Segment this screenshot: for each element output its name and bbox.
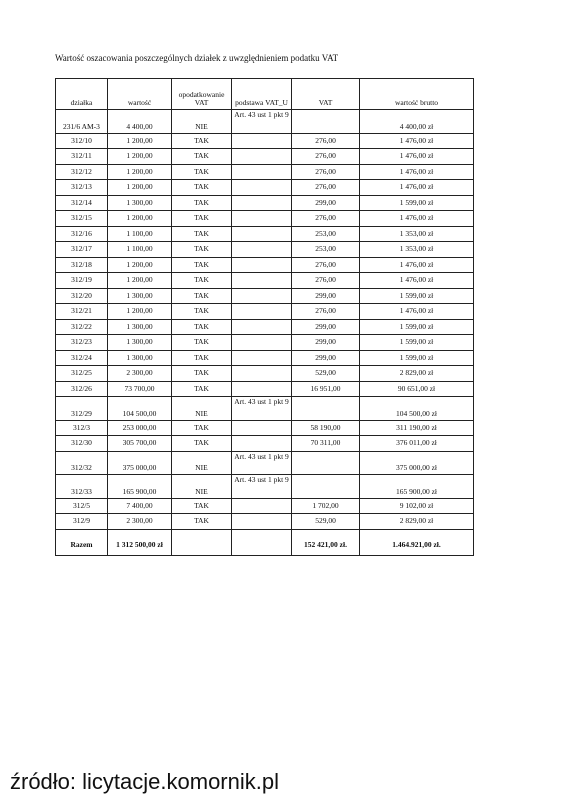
- table-row: [56, 257, 474, 273]
- cell-brutto: 165 900,00 zł: [360, 475, 474, 499]
- cell-podstawa: [232, 436, 292, 452]
- cell-opodatkowanie: TAK: [172, 257, 232, 273]
- cell-vat: 16 951,00: [292, 381, 360, 397]
- cell-wartosc: 1 300,00: [108, 288, 172, 304]
- table-row: [56, 397, 474, 421]
- cell-wartosc: 4 400,00: [108, 110, 172, 134]
- cell-opodatkowanie: TAK: [172, 226, 232, 242]
- cell-vat: 276,00: [292, 257, 360, 273]
- cell-brutto: 1 599,00 zł: [360, 288, 474, 304]
- cell-dzialka: 312/13: [56, 180, 108, 196]
- cell-dzialka: 312/21: [56, 304, 108, 320]
- cell-dzialka: 312/9: [56, 514, 108, 530]
- cell-dzialka: 312/32: [56, 451, 108, 475]
- cell-dzialka: 312/25: [56, 366, 108, 382]
- cell-brutto: 1 599,00 zł: [360, 319, 474, 335]
- cell-vat: 299,00: [292, 288, 360, 304]
- cell-podstawa: Art. 43 ust 1 pkt 9: [232, 475, 292, 499]
- total-label: Razem: [56, 529, 108, 555]
- cell-brutto: 104 500,00 zł: [360, 397, 474, 421]
- total-opodatkowanie: [172, 529, 232, 555]
- cell-wartosc: 1 200,00: [108, 304, 172, 320]
- cell-wartosc: 1 200,00: [108, 149, 172, 165]
- cell-podstawa: [232, 498, 292, 514]
- cell-wartosc: 7 400,00: [108, 498, 172, 514]
- cell-podstawa: [232, 288, 292, 304]
- cell-dzialka: 312/22: [56, 319, 108, 335]
- cell-brutto: 90 651,00 zł: [360, 381, 474, 397]
- cell-brutto: 1 476,00 zł: [360, 211, 474, 227]
- cell-brutto: 1 599,00 zł: [360, 195, 474, 211]
- cell-vat: 276,00: [292, 211, 360, 227]
- cell-podstawa: [232, 381, 292, 397]
- table-row: [56, 498, 474, 514]
- cell-brutto: 9 102,00 zł: [360, 498, 474, 514]
- cell-wartosc: 73 700,00: [108, 381, 172, 397]
- cell-wartosc: 1 300,00: [108, 195, 172, 211]
- cell-dzialka: 312/10: [56, 133, 108, 149]
- cell-dzialka: 231/6 AM-3: [56, 110, 108, 134]
- cell-opodatkowanie: TAK: [172, 164, 232, 180]
- cell-wartosc: 305 700,00: [108, 436, 172, 452]
- cell-opodatkowanie: TAK: [172, 180, 232, 196]
- table-row: [56, 110, 474, 134]
- cell-brutto: 1 599,00 zł: [360, 350, 474, 366]
- table-row: [56, 195, 474, 211]
- cell-opodatkowanie: TAK: [172, 335, 232, 351]
- cell-vat: 276,00: [292, 164, 360, 180]
- cell-podstawa: [232, 350, 292, 366]
- cell-wartosc: 104 500,00: [108, 397, 172, 421]
- cell-brutto: 375 000,00 zł: [360, 451, 474, 475]
- cell-opodatkowanie: TAK: [172, 149, 232, 165]
- header-wartosc: wartość: [108, 79, 172, 110]
- cell-dzialka: 312/5: [56, 498, 108, 514]
- table-row: [56, 164, 474, 180]
- cell-opodatkowanie: TAK: [172, 304, 232, 320]
- total-brutto: 1.464.921,00 zł.: [360, 529, 474, 555]
- header-podstawa: podstawa VAT_U: [232, 79, 292, 110]
- cell-vat: 299,00: [292, 350, 360, 366]
- cell-dzialka: 312/17: [56, 242, 108, 258]
- cell-dzialka: 312/20: [56, 288, 108, 304]
- cell-brutto: 1 476,00 zł: [360, 164, 474, 180]
- cell-brutto: 2 829,00 zł: [360, 366, 474, 382]
- table-row: [56, 366, 474, 382]
- cell-dzialka: 312/14: [56, 195, 108, 211]
- cell-opodatkowanie: TAK: [172, 288, 232, 304]
- cell-dzialka: 312/26: [56, 381, 108, 397]
- cell-wartosc: 375 000,00: [108, 451, 172, 475]
- cell-dzialka: 312/19: [56, 273, 108, 289]
- total-podstawa: [232, 529, 292, 555]
- cell-wartosc: 1 200,00: [108, 180, 172, 196]
- cell-vat: 276,00: [292, 133, 360, 149]
- cell-dzialka: 312/11: [56, 149, 108, 165]
- cell-brutto: 1 353,00 zł: [360, 226, 474, 242]
- table-row: [56, 350, 474, 366]
- cell-dzialka: 312/33: [56, 475, 108, 499]
- source-caption: źródło: licytacje.komornik.pl: [10, 769, 279, 794]
- cell-opodatkowanie: NIE: [172, 475, 232, 499]
- header-opodatkowanie: opodatkowanie VAT: [172, 79, 232, 110]
- cell-dzialka: 312/12: [56, 164, 108, 180]
- cell-dzialka: 312/29: [56, 397, 108, 421]
- cell-brutto: 1 476,00 zł: [360, 304, 474, 320]
- table-row: [56, 242, 474, 258]
- header-brutto: wartość brutto: [360, 79, 474, 110]
- cell-wartosc: 1 100,00: [108, 226, 172, 242]
- header-dzialka: działka: [56, 79, 108, 110]
- table-row: [56, 149, 474, 165]
- cell-vat: [292, 451, 360, 475]
- table-row: [56, 211, 474, 227]
- total-row: [56, 529, 474, 555]
- cell-brutto: 1 476,00 zł: [360, 180, 474, 196]
- cell-wartosc: 165 900,00: [108, 475, 172, 499]
- cell-dzialka: 312/23: [56, 335, 108, 351]
- cell-vat: 276,00: [292, 304, 360, 320]
- cell-podstawa: [232, 514, 292, 530]
- cell-wartosc: 1 200,00: [108, 133, 172, 149]
- cell-podstawa: [232, 211, 292, 227]
- cell-opodatkowanie: TAK: [172, 211, 232, 227]
- cell-wartosc: 2 300,00: [108, 366, 172, 382]
- cell-podstawa: [232, 133, 292, 149]
- cell-podstawa: [232, 164, 292, 180]
- cell-podstawa: [232, 226, 292, 242]
- cell-wartosc: 1 200,00: [108, 273, 172, 289]
- cell-vat: 529,00: [292, 366, 360, 382]
- cell-wartosc: 253 000,00: [108, 420, 172, 436]
- cell-vat: 299,00: [292, 319, 360, 335]
- cell-vat: 529,00: [292, 514, 360, 530]
- cell-wartosc: 2 300,00: [108, 514, 172, 530]
- table-row: [56, 133, 474, 149]
- cell-wartosc: 1 100,00: [108, 242, 172, 258]
- cell-vat: 1 702,00: [292, 498, 360, 514]
- table-row: [56, 226, 474, 242]
- cell-opodatkowanie: TAK: [172, 195, 232, 211]
- cell-wartosc: 1 200,00: [108, 211, 172, 227]
- document-title: Wartość oszacowania poszczególnych działek z uwzględnieniem podatku VAT: [55, 53, 339, 63]
- cell-opodatkowanie: TAK: [172, 366, 232, 382]
- cell-wartosc: 1 200,00: [108, 164, 172, 180]
- cell-opodatkowanie: TAK: [172, 514, 232, 530]
- cell-dzialka: 312/3: [56, 420, 108, 436]
- cell-opodatkowanie: TAK: [172, 381, 232, 397]
- cell-podstawa: Art. 43 ust 1 pkt 9: [232, 397, 292, 421]
- table-row: [56, 451, 474, 475]
- table-row: [56, 319, 474, 335]
- cell-vat: 253,00: [292, 242, 360, 258]
- cell-vat: [292, 110, 360, 134]
- cell-vat: [292, 397, 360, 421]
- cell-podstawa: [232, 420, 292, 436]
- cell-opodatkowanie: TAK: [172, 420, 232, 436]
- table-row: [56, 288, 474, 304]
- table-row: [56, 420, 474, 436]
- cell-vat: 276,00: [292, 273, 360, 289]
- valuation-table: [55, 78, 474, 556]
- table-row: [56, 475, 474, 499]
- cell-brutto: 1 599,00 zł: [360, 335, 474, 351]
- cell-dzialka: 312/16: [56, 226, 108, 242]
- cell-wartosc: 1 200,00: [108, 257, 172, 273]
- cell-brutto: 311 190,00 zł: [360, 420, 474, 436]
- table-row: [56, 273, 474, 289]
- table-row: [56, 436, 474, 452]
- cell-podstawa: [232, 273, 292, 289]
- cell-podstawa: [232, 366, 292, 382]
- cell-opodatkowanie: TAK: [172, 319, 232, 335]
- cell-brutto: 1 476,00 zł: [360, 133, 474, 149]
- cell-vat: 299,00: [292, 335, 360, 351]
- table-row: [56, 514, 474, 530]
- cell-opodatkowanie: TAK: [172, 242, 232, 258]
- cell-podstawa: [232, 242, 292, 258]
- cell-podstawa: [232, 257, 292, 273]
- cell-opodatkowanie: TAK: [172, 436, 232, 452]
- cell-opodatkowanie: TAK: [172, 273, 232, 289]
- cell-opodatkowanie: TAK: [172, 133, 232, 149]
- cell-wartosc: 1 300,00: [108, 335, 172, 351]
- table-row: [56, 335, 474, 351]
- cell-brutto: 376 011,00 zł: [360, 436, 474, 452]
- cell-vat: 299,00: [292, 195, 360, 211]
- cell-brutto: 1 476,00 zł: [360, 273, 474, 289]
- cell-opodatkowanie: TAK: [172, 350, 232, 366]
- cell-opodatkowanie: NIE: [172, 110, 232, 134]
- cell-brutto: 4 400,00 zł: [360, 110, 474, 134]
- cell-brutto: 2 829,00 zł: [360, 514, 474, 530]
- cell-vat: 276,00: [292, 180, 360, 196]
- cell-dzialka: 312/18: [56, 257, 108, 273]
- cell-vat: 276,00: [292, 149, 360, 165]
- cell-vat: 70 311,00: [292, 436, 360, 452]
- cell-opodatkowanie: NIE: [172, 397, 232, 421]
- cell-vat: 58 190,00: [292, 420, 360, 436]
- cell-brutto: 1 476,00 zł: [360, 257, 474, 273]
- total-wartosc: 1 312 500,00 zł: [108, 529, 172, 555]
- table-row: [56, 304, 474, 320]
- cell-podstawa: [232, 304, 292, 320]
- cell-podstawa: [232, 180, 292, 196]
- cell-dzialka: 312/24: [56, 350, 108, 366]
- cell-wartosc: 1 300,00: [108, 319, 172, 335]
- cell-vat: 253,00: [292, 226, 360, 242]
- cell-vat: [292, 475, 360, 499]
- cell-podstawa: [232, 149, 292, 165]
- cell-dzialka: 312/30: [56, 436, 108, 452]
- cell-dzialka: 312/15: [56, 211, 108, 227]
- header-vat: VAT: [292, 79, 360, 110]
- cell-brutto: 1 353,00 zł: [360, 242, 474, 258]
- table-row: [56, 381, 474, 397]
- cell-podstawa: [232, 335, 292, 351]
- cell-opodatkowanie: NIE: [172, 451, 232, 475]
- cell-podstawa: [232, 195, 292, 211]
- table-header-row: [56, 79, 474, 110]
- total-vat: 152 421,00 zł.: [292, 529, 360, 555]
- cell-podstawa: Art. 43 ust 1 pkt 9: [232, 110, 292, 134]
- cell-brutto: 1 476,00 zł: [360, 149, 474, 165]
- table-row: [56, 180, 474, 196]
- cell-opodatkowanie: TAK: [172, 498, 232, 514]
- cell-wartosc: 1 300,00: [108, 350, 172, 366]
- cell-podstawa: [232, 319, 292, 335]
- cell-podstawa: Art. 43 ust 1 pkt 9: [232, 451, 292, 475]
